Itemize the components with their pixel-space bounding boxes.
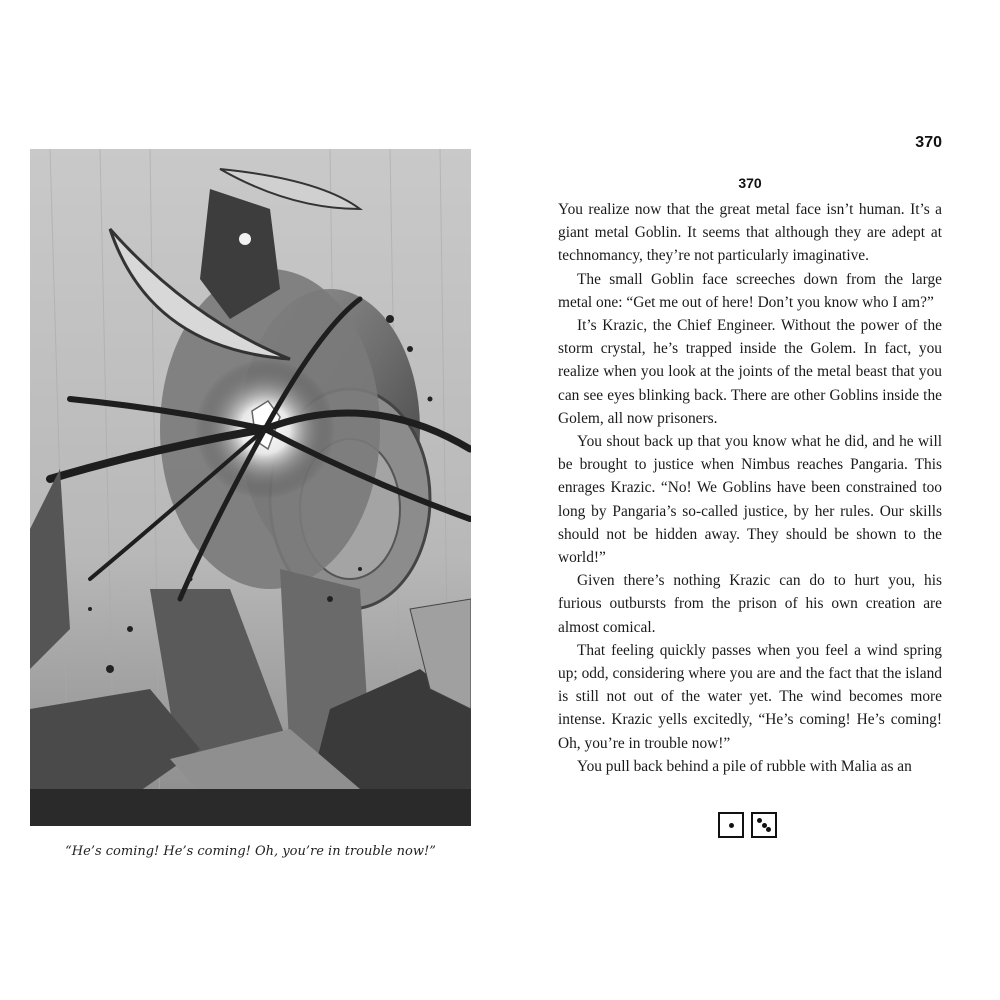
die-pip <box>757 818 762 823</box>
die-face-1-icon <box>718 812 744 838</box>
paragraph: You pull back behind a pile of rubble with Malia as an <box>577 757 912 775</box>
die-pip <box>766 827 771 832</box>
section-body <box>558 198 942 778</box>
page-number: 370 <box>915 134 942 151</box>
paragraph: That feeling quickly passes when you feel a wind spring up; odd, considering where you are and the fact that the island is still not out of the water yet. The wind becomes more intense. Krazic yells excitedly, “He’s coming! He’s coming! Oh, you’re in trouble now!” <box>558 641 942 752</box>
golem-illustration <box>30 149 471 826</box>
paragraph: Given there’s nothing Krazic can do to hurt you, his furious outbursts from the prison of his own creation are almost comical. <box>558 572 942 636</box>
section-number: 370 <box>738 175 762 191</box>
paragraph: You shout back up that you know what he did, and he will be brought to justice when Nimbus reaches Pangaria. This enrages Krazic. “No! We Goblins have been constrained too long by Pangaria’s so-called justice, by her rules. Our skills should not be hidden away. They should be shown to the world!” <box>558 433 942 567</box>
die-pip <box>729 823 734 828</box>
paragraph: It’s Krazic, the Chief Engineer. Without the power of the storm crystal, he’s trapped inside the Golem. In fact, you realize when you look at the joints of the metal beast that you can see eyes blinking back. There are other Goblins inside the Golem, all now prisoners. <box>558 317 942 427</box>
paragraph: You realize now that the great metal face isn’t human. It’s a giant metal Goblin. It seems that although they are adept at technomancy, they’re not particularly imaginative. <box>558 201 942 265</box>
dice-icons <box>718 812 777 838</box>
paragraph: The small Goblin face screeches down from the large metal one: “Get me out of here! Don’t you know who I am?” <box>558 270 942 311</box>
illustration-caption: “He’s coming! He’s coming! Oh, you’re in trouble now!” <box>65 844 436 859</box>
die-face-3-icon <box>751 812 777 838</box>
golem-artwork <box>30 149 471 826</box>
